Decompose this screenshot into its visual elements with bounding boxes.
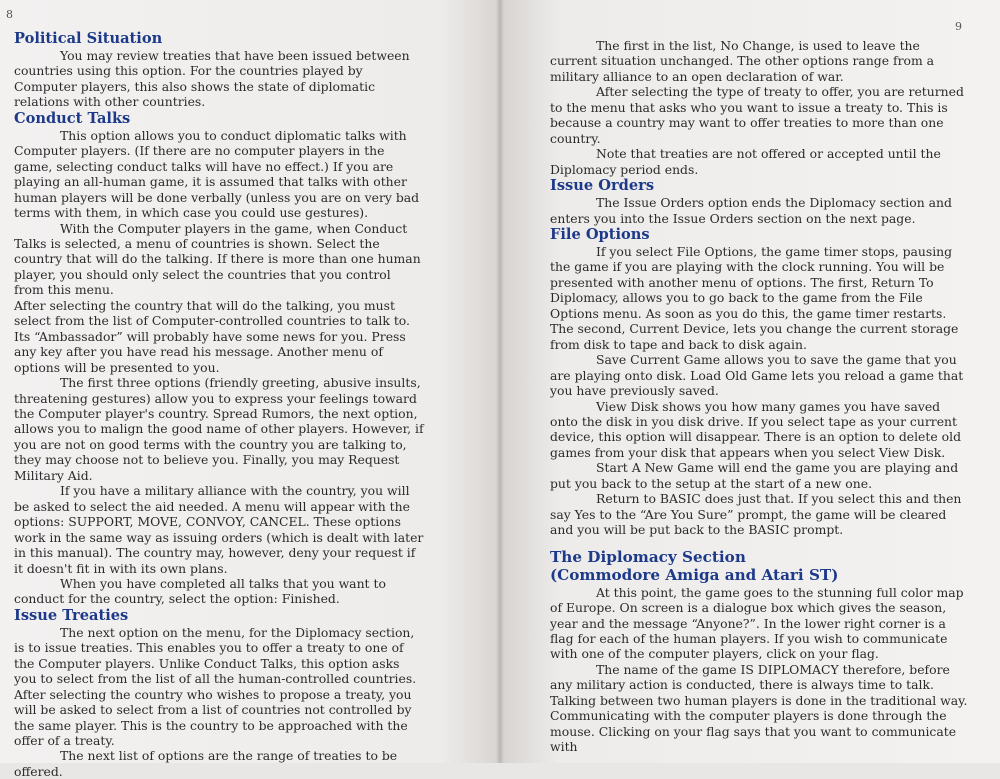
paragraph: If you have a military alliance with the country, you will be asked to select the aid needed. A menu will appear with the options: SUPPORT, MOVE, CONVOY, CANCEL. These options work in the same way as issuing orders (which is dealt with later in this manual). The country may, however, deny your request if it doesn't fit in with its own plans. [14, 483, 424, 576]
paragraph: The next option on the menu, for the Diplomacy section, is to issue treaties. This enables you to offer a treaty to one of the Computer players. Unlike Conduct Talks, this option asks you to select from the list of all the human-controlled countries. After selecting the country who wishes to propose a treaty, you will be asked to select from a list of countries not controlled by the same player. This is the country to be approached with the offer of a treaty. [14, 624, 417, 749]
heading-diplomacy-section [550, 548, 968, 585]
paragraph: At this point, the game goes to the stunning full color map of Europe. On screen is a dialogue box which gives the season, year and the message “Anyone?”. In the lower right corner is a flag for each of the human players. If you wish to communicate with one of the computer players, click on your flag. [550, 584, 964, 662]
heading-line: The Diplomacy Section [550, 547, 746, 566]
right-page [500, 0, 1000, 763]
heading-file-options: File Options [550, 225, 650, 243]
heading-line: (Commodore Amiga and Atari ST) [550, 566, 839, 585]
right-column [550, 38, 968, 755]
page-number: 9 [955, 20, 962, 33]
heading-conduct-talks: Conduct Talks [14, 109, 131, 127]
paragraph: The next list of options are the range of treaties to be offered. [14, 748, 398, 779]
page-number: 8 [6, 8, 13, 21]
paragraph: View Disk shows you how many games you have saved onto the disk in you disk drive. If you select tape as your current device, this option will disappear. There is an option to delete old games from your disk that appears when you select View Disk. [550, 398, 961, 460]
paragraph: The first three options (friendly greeting, abusive insults, threatening gestures) allow you to express your feelings toward the Computer player's country. Spread Rumors, the next option, allows you to malign the good name of other players. However, if you are not on good terms with the country you are talking to, they may choose not to believe you. Finally, you may Request Military Aid. [14, 375, 424, 483]
paragraph: After selecting the country that will do the talking, you must select from the list of Computer-controlled countries to talk to. Its “Ambassador” will probably have some news for you. Press any key after you have read his message. Another menu of options will be presented to you. [14, 297, 410, 375]
paragraph: The Issue Orders option ends the Diplomacy section and enters you into the Issue Orders section on the next page. [550, 195, 952, 226]
paragraph: The first in the list, No Change, is used to leave the current situation unchanged. The other options range from a military alliance to an open declaration of war. [550, 38, 935, 84]
paragraph: You may review treaties that have been issued between countries using this option. For the countries played by Computer players, this also shows the state of diplomatic relations with other countries. [14, 48, 410, 110]
paragraph: After selecting the type of treaty to offer, you are returned to the menu that asks who you want to issue a treaty to. This is because a country may want to offer treaties to more than one country. [550, 84, 964, 146]
paragraph: Save Current Game allows you to save the game that you are playing onto disk. Load Old Game lets you reload a game that you have previously saved. [550, 352, 964, 399]
left-column [14, 30, 424, 779]
paragraph: Return to BASIC does just that. If you select this and then say Yes to the “Are You Sure” prompt, the game will be cleared and you will be put back to the BASIC prompt. [550, 491, 962, 538]
paragraph: With the Computer players in the game, when Conduct Talks is selected, a menu of countries is shown. Select the country that will do the talking. If there is more than one human player, you should only select the countries that you control from this menu. [14, 220, 421, 298]
heading-political-situation: Political Situation [14, 30, 163, 47]
paragraph: Note that treaties are not offered or accepted until the Diplomacy period ends. [550, 146, 941, 177]
paragraph: Start A New Game will end the game you are playing and put you back to the setup at the start of a new one. [550, 460, 959, 491]
heading-issue-orders: Issue Orders [550, 177, 655, 195]
heading-issue-treaties: Issue Treaties [14, 606, 129, 624]
paragraph: If you select File Options, the game timer stops, pausing the game if you are playing with the clock running. You will be presented with another menu of options. The first, Return To Diplomacy, allows you to go back to the game from the File Options menu. As soon as you do this, the game timer restarts. The second, Current Device, lets you change the current storage from disk to tape and back to disk again. [550, 243, 959, 352]
paragraph: The name of the game IS DIPLOMACY therefore, before any military action is conducted, there is always time to talk. Talking between two human players is done in the traditional way. Communicating with the computer players is done through the mouse. Clicking on your flag says that you want to communicate with [550, 661, 968, 755]
paragraph: When you have completed all talks that you want to conduct for the country, select the option: Finished. [14, 575, 386, 607]
paragraph: This option allows you to conduct diplomatic talks with Computer players. (If there are no computer players in the game, selecting conduct talks will have no effect.) If you are playing an all-human game, it is assumed that talks with other human players will be done verbally (unless you are on very bad terms with them, in which case you could use gestures). [14, 127, 420, 221]
